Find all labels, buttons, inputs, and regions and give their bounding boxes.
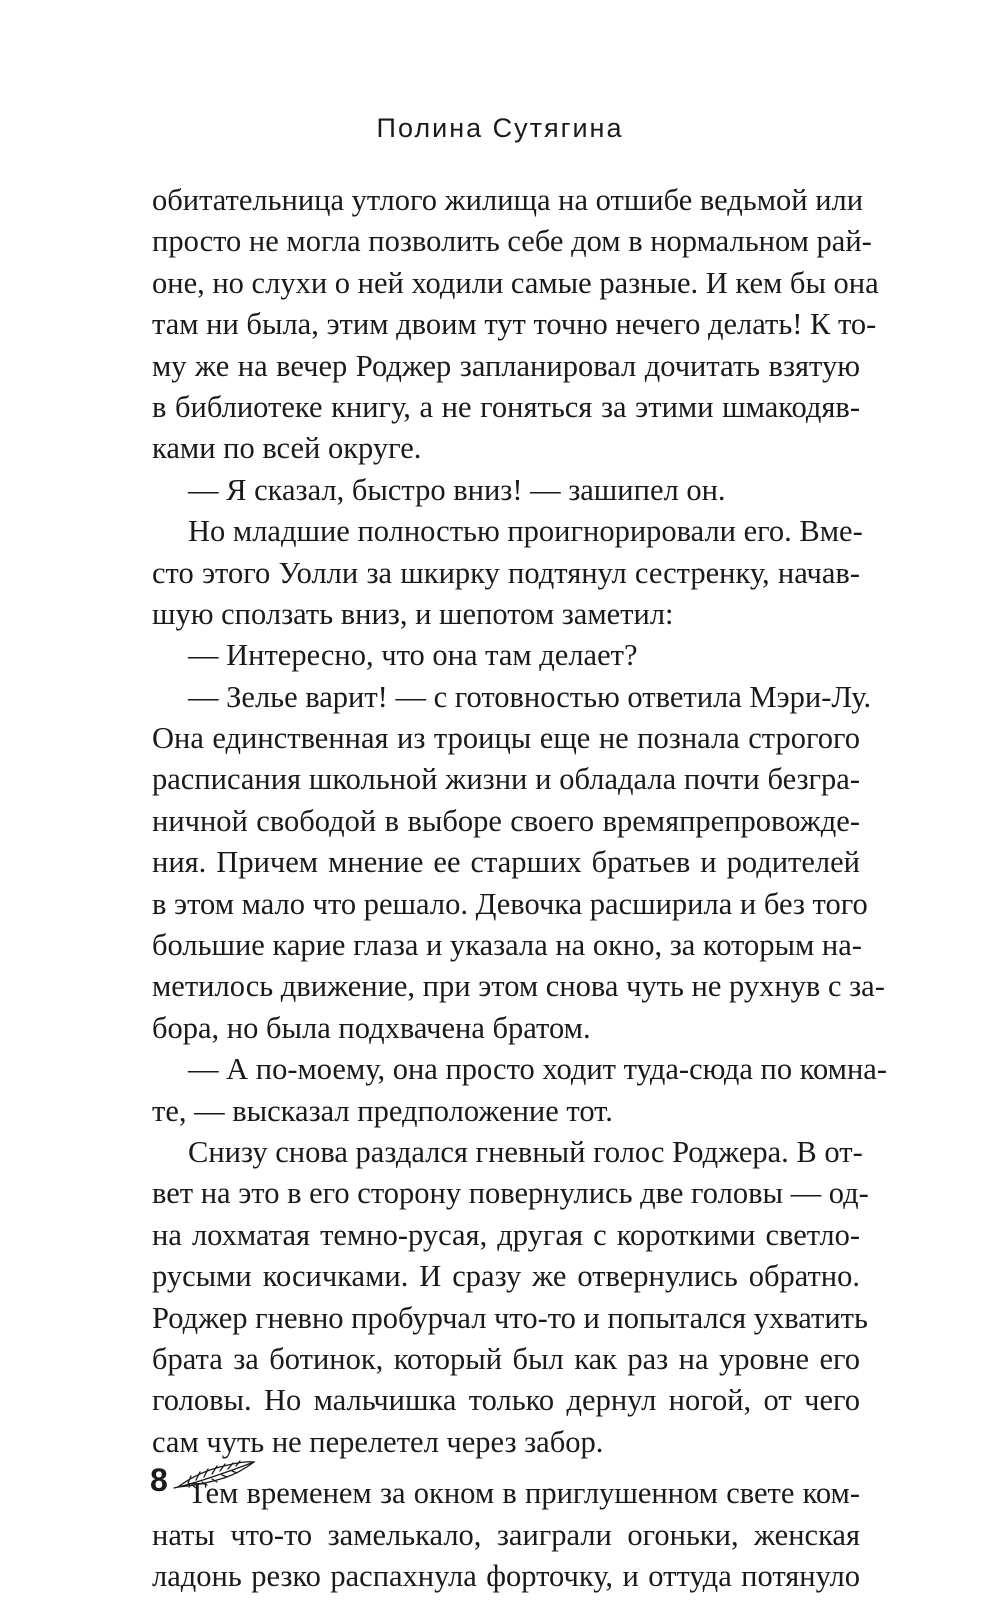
text-line: в библиотеке книгу, а не гоняться за этими шмакодяв- xyxy=(152,389,860,424)
text-line: Тем временем за окном в приглушенном свете ком- xyxy=(188,1476,860,1511)
text-line: русыми косичками. И сразу же отвернулись обратно. xyxy=(152,1259,860,1294)
text-line: оне, но слухи о ней ходили самые разные. И кем бы она xyxy=(152,265,879,300)
text-line: му же на вечер Роджер запланировал дочитать взятую xyxy=(152,348,860,383)
text-line: ладонь резко распахнула форточку, и оттуда потянуло xyxy=(152,1558,860,1593)
text-line: бора, но была подхвачена братом. xyxy=(152,1010,591,1045)
page-footer xyxy=(150,1460,258,1500)
running-head: Полина Сутягина xyxy=(376,113,624,143)
text-line: наты что-то замелькало, заиграли огоньки, женская xyxy=(152,1517,860,1552)
text-line: метилось движение, при этом снова чуть не рухнув с за- xyxy=(152,969,885,1004)
text-line: — Зелье варит! — с готовностью ответила Мэри-Лу. xyxy=(188,679,872,714)
text-line: на лохматая темно-русая, другая с короткими светло- xyxy=(152,1217,860,1252)
body-text xyxy=(152,180,887,1597)
text-line: ния. Причем мнение ее старших братьев и родителей xyxy=(152,845,860,880)
text-line: головы. Но мальчишка только дернул ногой, от чего xyxy=(152,1383,860,1418)
text-line: шую сползать вниз, и шепотом заметил: xyxy=(152,596,674,631)
text-line: сам чуть не перелетел через забор. xyxy=(152,1424,604,1459)
text-line: Но младшие полностью проигнорировали его. Вме- xyxy=(188,514,863,549)
text-line: сто этого Уолли за шкирку подтянул сестренку, начав- xyxy=(152,555,860,590)
text-line: Она единственная из троицы еще не познала строгого xyxy=(152,721,860,756)
text-line: ничной свободой в выборе своего времяпрепровожде- xyxy=(152,803,860,838)
text-line: большие карие глаза и указала на окно, за которым на- xyxy=(152,928,862,963)
text-line: расписания школьной жизни и обладала почти безгра- xyxy=(152,762,860,797)
leaf-ornament-icon xyxy=(172,1458,258,1497)
text-line: обитательница утлого жилища на отшибе ведьмой или xyxy=(152,183,864,217)
text-line: Роджер гневно пробурчал что-то и попытался ухватить xyxy=(152,1300,868,1335)
text-line: просто не могла позволить себе дом в нормальном рай- xyxy=(152,224,872,259)
text-line: брата за ботинок, который был как раз на уровне его xyxy=(152,1341,860,1376)
text-line: вет на это в его сторону повернулись две головы — од- xyxy=(152,1176,869,1211)
text-line: — Я сказал, быстро вниз! — зашипел он. xyxy=(188,472,726,507)
page-number: 8 xyxy=(150,1462,168,1498)
text-line: ками по всей округе. xyxy=(152,431,422,466)
text-line: те, — высказал предположение тот. xyxy=(152,1093,613,1128)
text-line: — Интересно, что она там делает? xyxy=(188,638,638,673)
text-line: — А по-моему, она просто ходит туда-сюда по комна- xyxy=(188,1052,887,1087)
text-line: в этом мало что решало. Девочка расширила и без того xyxy=(152,886,868,921)
text-line: там ни была, этим двоим тут точно нечего делать! К то- xyxy=(152,307,877,342)
text-line: Снизу снова раздался гневный голос Роджера. В от- xyxy=(188,1134,863,1169)
